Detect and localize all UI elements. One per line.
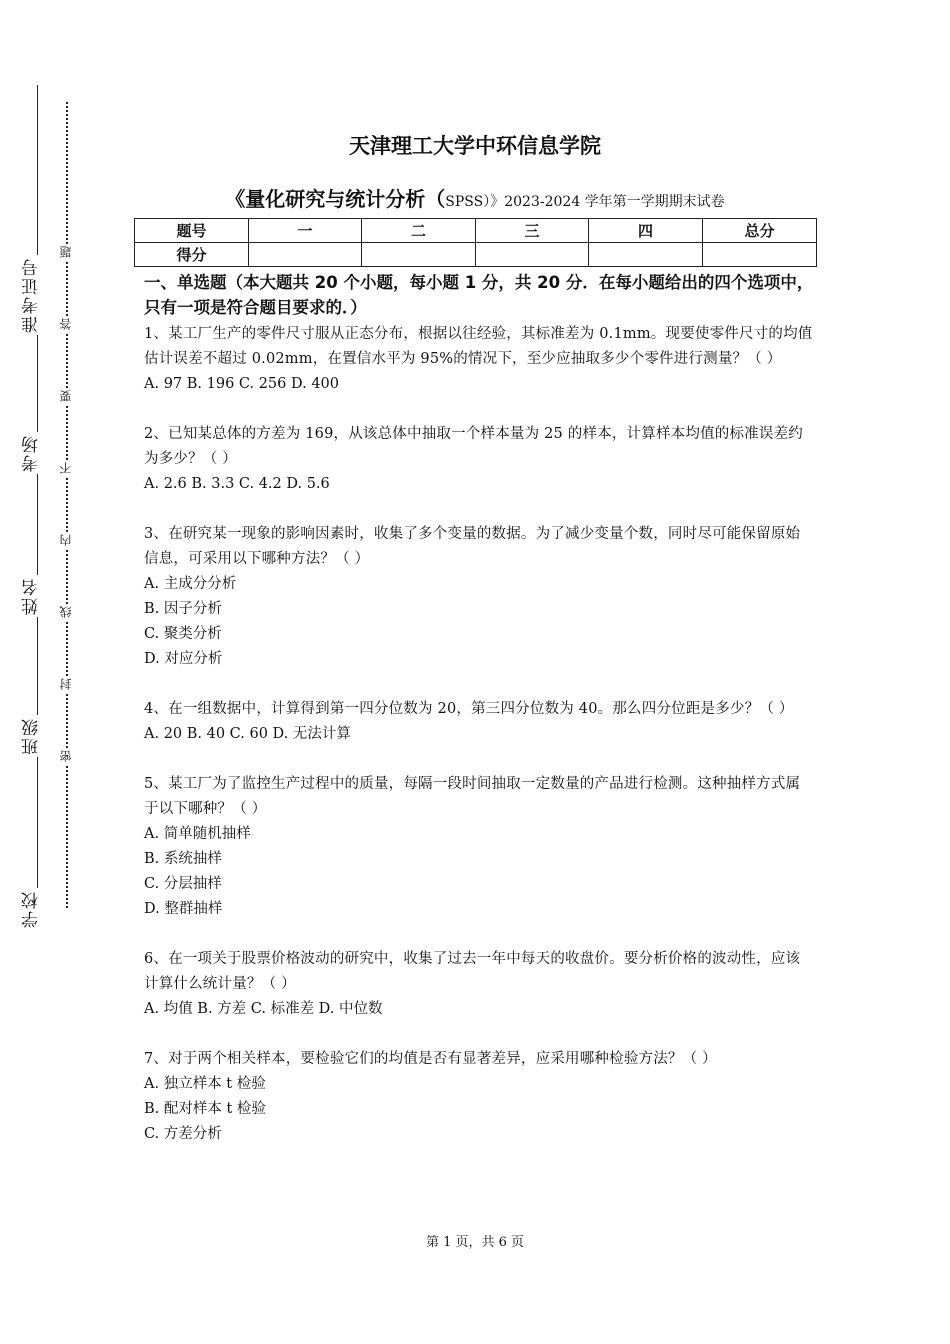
school-title: 天津理工大学中环信息学院 [349,134,601,158]
question-option: C. 分层抽样 [144,876,222,892]
question-text: 6、在一项关于股票价格波动的研究中，收集了过去一年中每天的收盘价。要分析价格的波动性，应该计算什么统计量？（ ） [144,951,801,992]
question-option: A. 均值 B. 方差 C. 标准差 D. 中位数 [144,1001,383,1017]
page-footer: 第 1 页，共 6 页 [425,1235,525,1250]
seal-char: 要 [59,390,73,402]
question-option: C. 聚类分析 [144,626,222,642]
question-text: 3、在研究某一现象的影响因素时，收集了多个变量的数据。为了减少变量个数，同时尽可能保留原始信息，可采用以下哪种方法？（ ） [144,526,801,567]
question-option: A. 独立样本 t 检验 [144,1076,266,1092]
question-option: B. 配对样本 t 检验 [144,1101,266,1117]
seal-char: 线 [59,606,73,618]
seal-char: 不 [59,462,73,474]
course-title: 《量化研究与统计分析（ [225,187,446,211]
course-title-suffix: SPSS）》2023-2024 学年第一学期期末试卷 [445,194,725,210]
seal-char: 题 [59,246,73,258]
margin-label-exam-number: 准考证号 [22,257,42,333]
score-table-header: 总分 [703,219,817,243]
score-table-header: 三 [476,219,589,243]
seal-char: 密 [59,750,73,762]
question-option: A. 97 B. 196 C. 256 D. 400 [144,376,339,392]
score-table-score-row [135,243,817,267]
exam-title [0,183,950,212]
question-item [144,422,814,497]
seal-char: 封 [59,678,73,690]
score-cell[interactable] [362,243,476,267]
margin-label-name: 姓名 [22,577,42,615]
question-section [144,270,814,1172]
score-table-header: 一 [249,219,362,243]
question-item [144,772,814,922]
score-table-header: 二 [362,219,476,243]
question-text: 4、在一组数据中，计算得到第一四分位数为 20，第三四分位数为 40。那么四分位距是多少？（ ） [144,701,794,717]
question-item [144,697,814,747]
seal-char: 内 [59,534,73,546]
margin-label-class: 班级 [22,717,42,755]
score-table [134,218,817,267]
question-text: 2、已知某总体的方差为 169，从该总体中抽取一个样本量为 25 的样本，计算样本均值的标准误差约为多少？（ ） [144,426,803,467]
section-instruction: 一、单选题（本大题共 20 个小题，每小题 1 分，共 20 分．在每小题给出的四个选项中，只有一项是符合题目要求的．） [144,273,814,317]
question-text: 1、某工厂生产的零件尺寸服从正态分布，根据以往经验，其标准差为 0.1mm。现要使零件尺寸的均值估计误差不超过 0.02mm，在置信水平为 95%的情况下，至少应抽取多少个零件进行测量？（ ） [144,326,813,367]
score-table-header: 四 [589,219,703,243]
margin-label-school: 学校 [22,890,42,928]
question-text: 5、某工厂为了监控生产过程中的质量，每隔一段时间抽取一定数量的产品进行检测。这种抽样方式属于以下哪种？（ ） [144,776,801,817]
question-item [144,322,814,397]
question-item [144,1047,814,1147]
score-cell[interactable] [703,243,817,267]
question-option: A. 简单随机抽样 [144,826,251,842]
seal-char: 答 [59,318,73,330]
question-option: C. 方差分析 [144,1126,222,1142]
score-row-label: 得分 [135,243,249,267]
question-text: 7、对于两个相关样本，要检验它们的均值是否有显著差异，应采用哪种检验方法？（ ） [144,1051,717,1067]
question-option: A. 2.6 B. 3.3 C. 4.2 D. 5.6 [144,476,330,492]
margin-label-exam-room: 考场 [22,434,42,472]
question-option: B. 因子分析 [144,601,222,617]
question-option: A. 主成分分析 [144,576,237,592]
question-item [144,947,814,1022]
binding-dotted-line [66,102,68,908]
question-option: B. 系统抽样 [144,851,222,867]
question-item [144,522,814,672]
score-table-header: 题号 [135,219,249,243]
score-cell[interactable] [589,243,703,267]
question-option: A. 20 B. 40 C. 60 D. 无法计算 [144,726,351,742]
question-option: D. 对应分析 [144,651,223,667]
score-cell[interactable] [476,243,589,267]
score-table-header-row [135,219,817,243]
score-cell[interactable] [249,243,362,267]
question-option: D. 整群抽样 [144,901,223,917]
